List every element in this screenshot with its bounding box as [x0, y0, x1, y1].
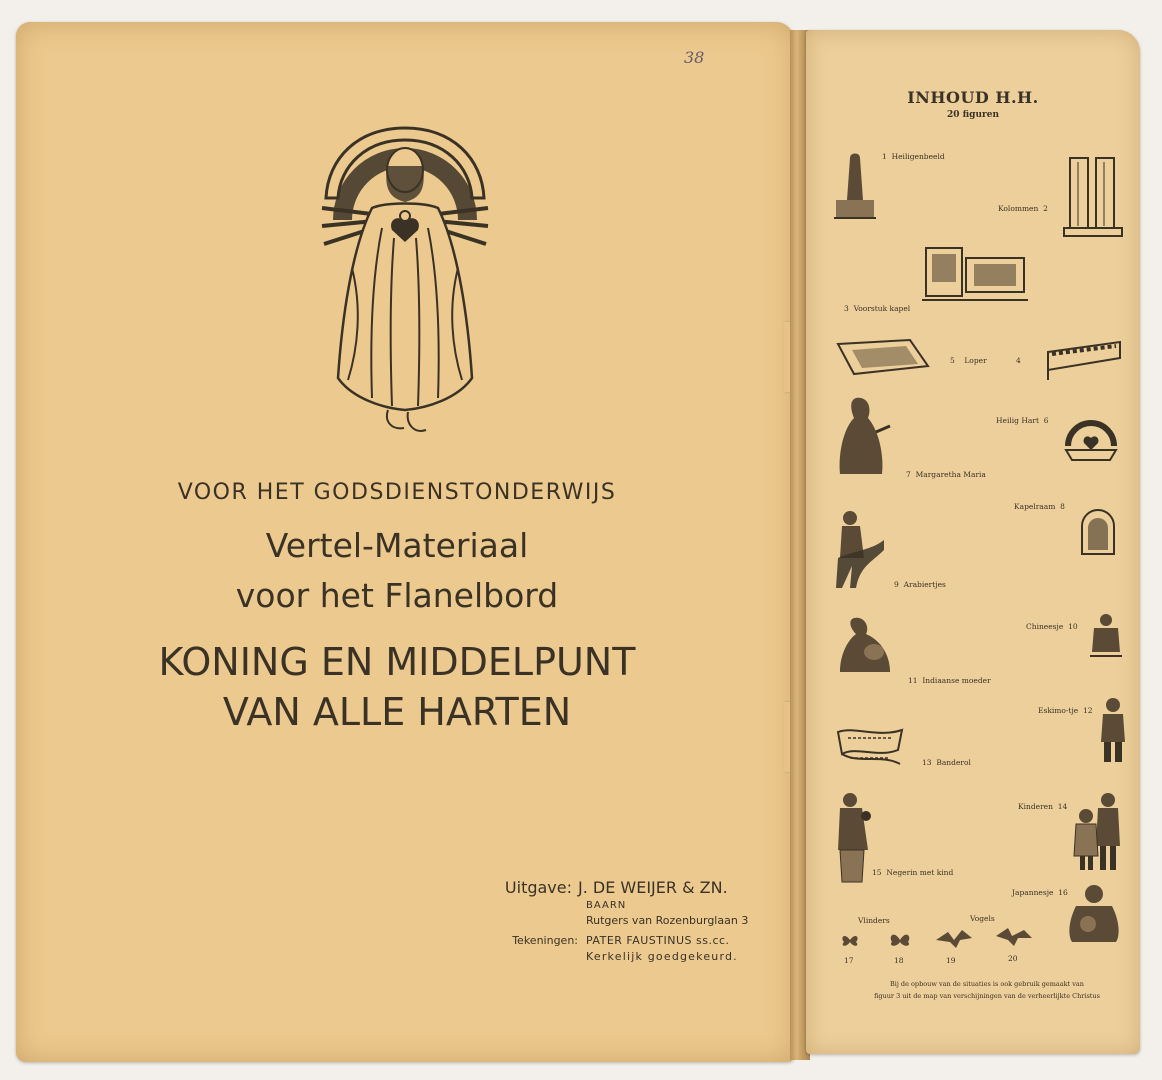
figure-label-16: Japannesje 16	[1012, 888, 1068, 897]
figure-16-icon	[1064, 882, 1124, 944]
figure-label-8: Kapelraam 8	[1014, 502, 1065, 511]
drawings-by: PATER FAUSTINUS ss.cc.	[586, 934, 730, 947]
figure-label-2: Kolommen 2	[998, 204, 1048, 213]
figure-17-icon	[840, 932, 860, 948]
publisher-label: Uitgave:	[504, 878, 572, 897]
figure-label-18: 18	[894, 956, 904, 965]
figure-label-19: 19	[946, 956, 956, 965]
figure-8-icon	[1076, 508, 1120, 556]
figure-label-5: 5 Loper	[950, 356, 987, 365]
footnote-line-1: Bij de opbouw van de situaties is ook gebruik gemaakt van	[889, 980, 1084, 988]
figure-label-14: Kinderen 14	[1018, 802, 1068, 811]
figure-14-icon	[1072, 790, 1124, 874]
figure-1-icon	[830, 150, 880, 222]
figure-15-icon	[834, 790, 874, 886]
figure-20-icon	[994, 926, 1034, 948]
contents-title: INHOUD H.H.	[907, 88, 1039, 107]
drawings-label: Tekeningen:	[512, 934, 578, 947]
figure-label-12: Eskimo-tje 12	[1038, 706, 1093, 715]
figure-19-icon	[934, 928, 974, 950]
handwritten-number: 38	[684, 48, 705, 67]
headline-subject: VOOR HET GODSDIENSTONDERWIJS	[177, 480, 617, 505]
group-label-vlinders: Vlinders	[858, 916, 890, 925]
figure-label-13: 13 Banderol	[922, 758, 971, 767]
figure-label-3: 3 Voorstuk kapel	[844, 304, 911, 313]
figure-11-icon	[834, 612, 896, 678]
figure-label-11: 11 Indiaanse moeder	[908, 676, 991, 685]
figure-7-icon	[832, 392, 894, 480]
headline-vertel: Vertel-Materiaal	[265, 526, 529, 565]
sacred-heart-illustration	[312, 118, 498, 444]
group-label-vogels: Vogels	[970, 914, 995, 923]
contents-subtitle: 20 figuren	[946, 110, 1000, 120]
figure-label-6: Heilig Hart 6	[996, 416, 1049, 425]
figure-label-4: 4	[1016, 356, 1021, 365]
figure-10-icon	[1088, 612, 1124, 658]
figure-label-9: 9 Arabiertjes	[894, 580, 946, 589]
figure-4-icon	[1044, 338, 1124, 382]
headline-flanelbord: voor het Flanelbord	[235, 576, 559, 615]
figure-label-7: 7 Margaretha Maria	[906, 470, 986, 479]
footnote-line-2: figuur 3 uit de map van verschijningen van de verheerlijkte Christus	[874, 992, 1100, 1000]
figure-13-icon	[834, 724, 906, 772]
figure-6-icon	[1062, 416, 1120, 464]
figure-label-15: 15 Negerin met kind	[872, 868, 954, 877]
figure-3-icon	[920, 244, 1030, 306]
figure-18-icon	[888, 930, 912, 948]
figure-2-icon	[1060, 152, 1126, 238]
figure-label-10: Chineesje 10	[1026, 622, 1078, 631]
figure-label-17: 17	[844, 956, 854, 965]
publisher-street: Rutgers van Rozenburglaan 3	[586, 914, 749, 927]
figure-9-icon	[830, 506, 888, 590]
headline-title-line2: VAN ALLE HARTEN	[222, 690, 572, 734]
figure-12-icon	[1098, 696, 1128, 764]
headline-title-line1: KONING EN MIDDELPUNT	[158, 640, 636, 684]
figure-label-20: 20	[1008, 954, 1018, 963]
publisher-name: J. DE WEIJER & ZN.	[578, 878, 728, 897]
figure-label-1: 1 Heiligenbeeld	[882, 152, 945, 161]
figure-5-icon	[832, 336, 932, 378]
publisher-city: BAARN	[586, 900, 627, 911]
approval-note: Kerkelijk goedgekeurd.	[586, 950, 738, 963]
